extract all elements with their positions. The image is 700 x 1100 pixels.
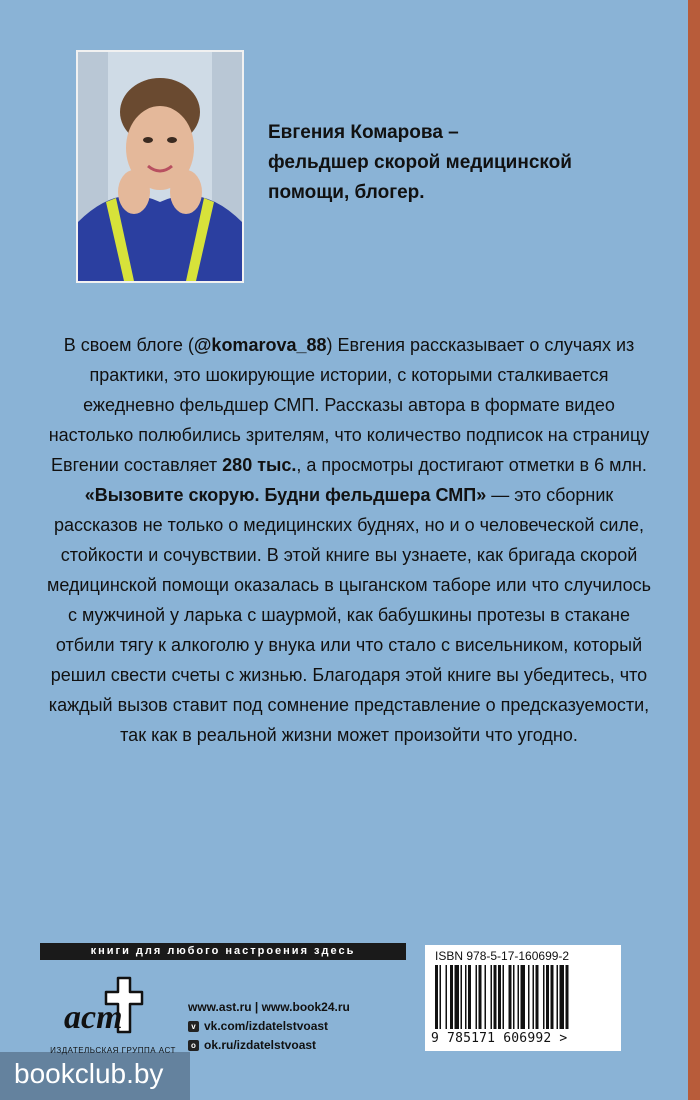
vk-icon: v <box>188 1021 199 1032</box>
watermark-text: bookclub.by <box>14 1058 164 1089</box>
barcode-bar <box>498 965 501 1029</box>
barcode-bar <box>546 965 549 1029</box>
logo-text: аст <box>64 999 123 1036</box>
vk-link[interactable] <box>188 1017 350 1036</box>
description-paragraph-1 <box>44 330 654 480</box>
description-paragraph-2 <box>44 480 654 750</box>
barcode-bar <box>455 965 460 1029</box>
barcode-bar <box>468 965 471 1029</box>
author-caption-line-3: помощи, блогер. <box>268 182 425 203</box>
isbn-text: ISBN 978-5-17-160699-2 <box>435 949 570 963</box>
barcode-bar <box>543 965 545 1029</box>
barcode-bar <box>551 965 554 1029</box>
p2-text: — это сборник рассказов не только о медицинских буднях, но и о человеческой силе, стойкости и сочувствии. В этой книге вы узнаете, как бригада скорой медицинской помощи оказалась в цыганском таборе или что случилось с мужчиной у ларька с шаурмой, как бабушкины протезы в стакане отбили тягу к алкоголю у внука или что стало с висельником, который решил свести счеты с жизнью. Благодаря этой книге вы убедитесь, что каждый вызов ставит под сомнение представление о предсказуемости, так как в реальной жизни может произойти что угодно. <box>46 485 652 745</box>
barcode-bar <box>479 965 482 1029</box>
barcode-bar <box>557 965 559 1029</box>
barcode-bar <box>446 965 448 1029</box>
slogan-strip: книги для любого настроения здесь <box>40 943 406 960</box>
barcode-bar <box>465 965 467 1029</box>
book-title: «Вызовите скорую. Будни фельдшера СМП» <box>84 485 487 505</box>
description <box>44 330 654 750</box>
watermark <box>0 1052 190 1100</box>
p1-text-a: В своем блоге ( <box>63 335 194 355</box>
author-caption-line-2: фельдшер скорой медицинской <box>268 152 572 173</box>
barcode-bar <box>503 965 505 1029</box>
author-caption-line-1: Евгения Комарова – <box>268 122 459 143</box>
ok-link[interactable] <box>188 1036 350 1055</box>
barcode-bar <box>533 965 535 1029</box>
ok-link-text: ok.ru/izdatelstvoast <box>204 1038 317 1052</box>
barcode-bar <box>485 965 487 1029</box>
barcode-bar <box>491 965 493 1029</box>
barcode-bar <box>518 965 520 1029</box>
barcode-bar <box>440 965 442 1029</box>
barcode-bar <box>566 965 569 1029</box>
ok-icon: o <box>188 1040 199 1051</box>
barcode-bar <box>536 965 539 1029</box>
author-caption <box>268 118 668 208</box>
barcode-block <box>425 945 621 1051</box>
barcode-bar <box>521 965 526 1029</box>
barcode-bar <box>450 965 453 1029</box>
blog-handle: @komarova_88 <box>193 335 327 355</box>
publisher-caption: ИЗДАТЕЛЬСКАЯ ГРУППА АСТ <box>50 1046 176 1055</box>
barcode-bar <box>476 965 478 1029</box>
subscriber-count: 280 тыс. <box>222 455 297 475</box>
barcode-bar <box>494 965 497 1029</box>
barcode-bar <box>513 965 515 1029</box>
barcode-bar <box>560 965 565 1029</box>
p1-text-c: , а просмотры достигают отметки в 6 млн. <box>296 455 647 475</box>
ast-logo <box>56 972 166 1042</box>
spine-edge <box>688 0 700 1100</box>
vk-link-text: vk.com/izdatelstvoast <box>204 1019 329 1033</box>
author-photo <box>76 50 244 283</box>
p1-text-b: ) Евгения рассказывает о случаях из практики, это шокирующие истории, с которыми сталкивается ежедневно фельдшер СМП. Рассказы автора в формате видео настолько полюбились зрителям, что количество подписок на страницу Евгении составляет <box>48 335 650 475</box>
publisher-links <box>188 998 350 1055</box>
barcode-bar <box>461 965 463 1029</box>
websites-link[interactable]: www.ast.ru | www.book24.ru <box>188 1000 350 1014</box>
barcode-digits: 9 785171 606992 > <box>431 1031 568 1046</box>
barcode-bar <box>435 965 438 1029</box>
barcode-bars <box>433 965 613 1029</box>
barcode-bar <box>528 965 530 1029</box>
barcode-bar <box>509 965 512 1029</box>
